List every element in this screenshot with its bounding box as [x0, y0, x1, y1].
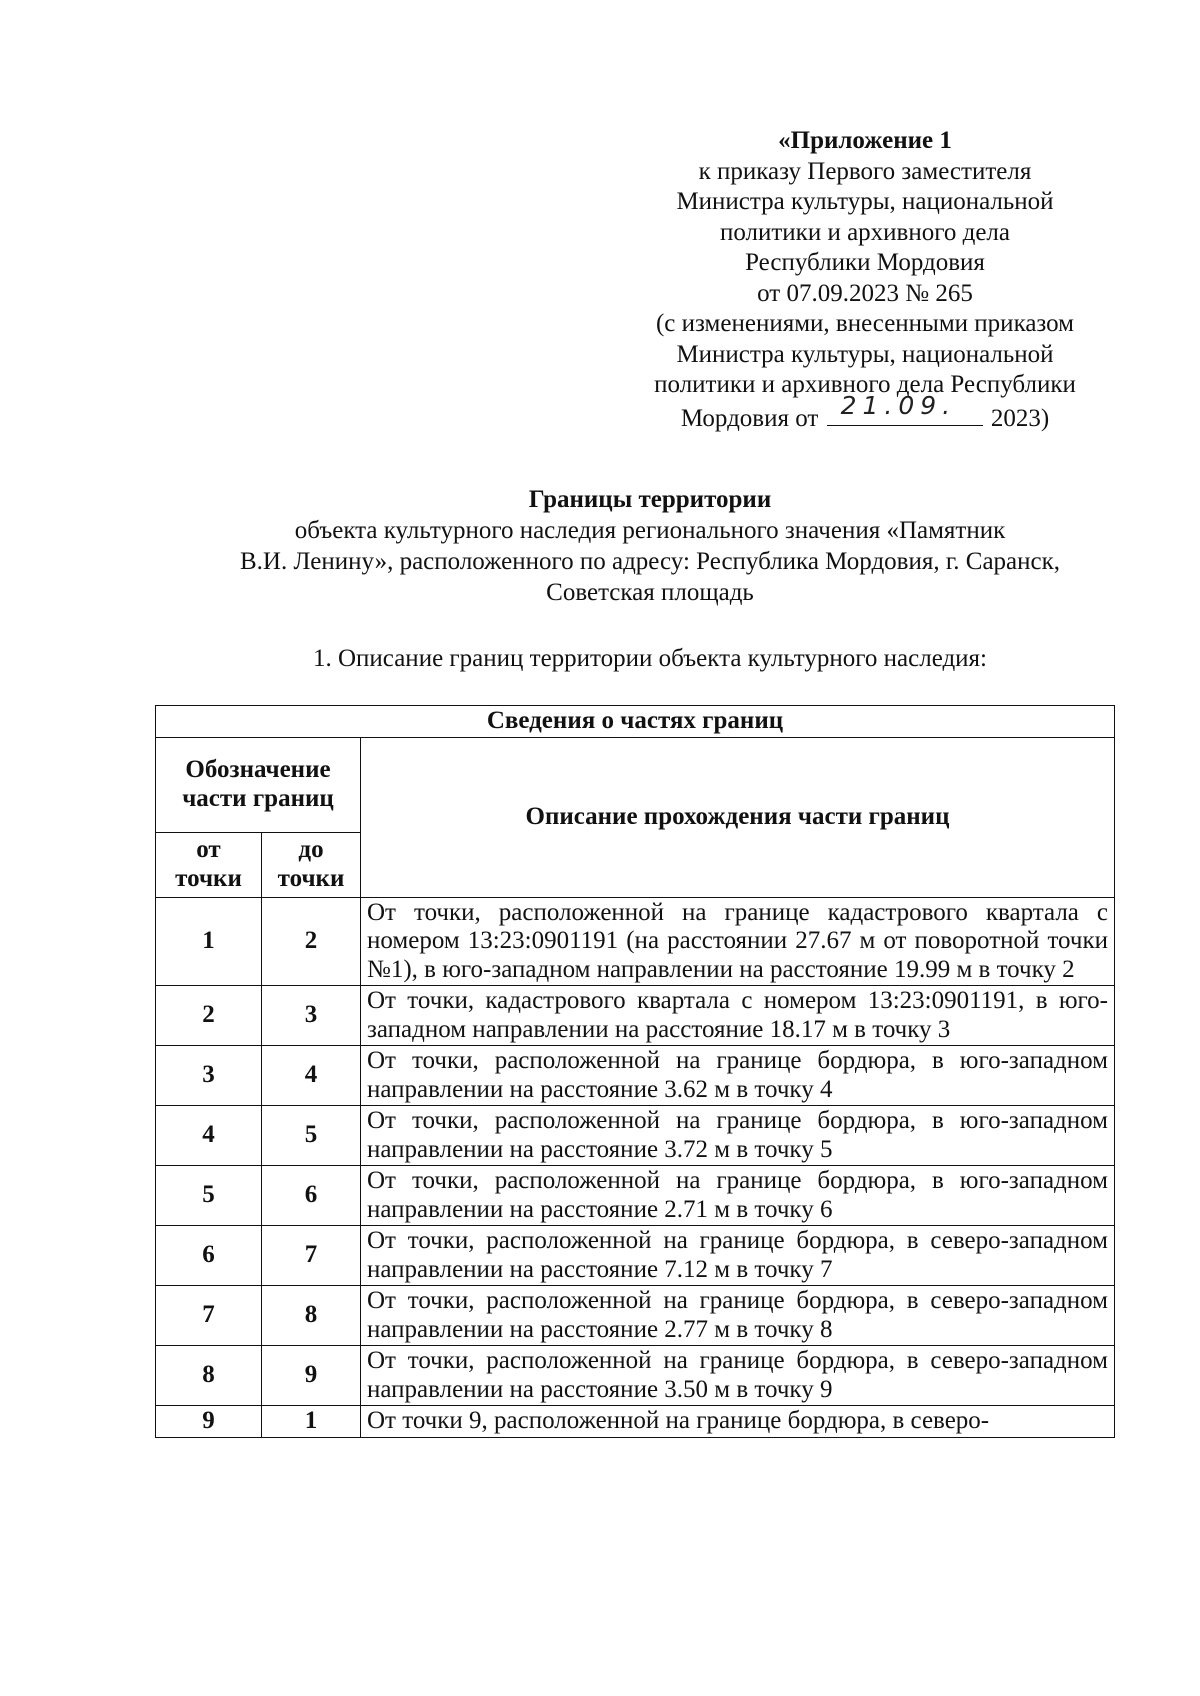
table-row: [156, 1106, 1115, 1166]
row-to: 9: [262, 1346, 361, 1406]
table-header-row: [156, 737, 1115, 832]
table-caption: Сведения о частях границ: [156, 706, 1115, 738]
table-row: [156, 1046, 1115, 1106]
appendix-line: Министра культуры, национальной: [676, 188, 1054, 215]
row-desc: От точки 9, расположенной на границе бордюра, в северо-: [361, 1406, 1115, 1438]
appendix-heading: «Приложение 1: [778, 127, 952, 154]
document-title: Границы территории: [528, 486, 772, 513]
date-blank-field: [827, 390, 983, 426]
row-to: 8: [262, 1286, 361, 1346]
date-suffix: 2023): [990, 404, 1050, 432]
row-to: 1: [262, 1406, 361, 1438]
col-desc-header: Описание прохождения части границ: [361, 737, 1115, 897]
appendix-line: от 07.09.2023 № 265: [757, 279, 973, 307]
table-caption-row: [156, 706, 1115, 738]
row-to: 3: [262, 986, 361, 1046]
table-row: [156, 1406, 1115, 1438]
table-row: [156, 1166, 1115, 1226]
table-row: [156, 986, 1115, 1046]
row-desc: От точки, расположенной на границе кадастрового квартала с номером 13:23:0901191 (на расстоянии 27.67 м от поворотной точки №1), в юго-западном направлении на расстояние 19.99 м в точку 2: [361, 897, 1115, 986]
appendix-line: Республики Мордовия: [745, 249, 985, 276]
row-from: 7: [156, 1286, 262, 1346]
appendix-block: [600, 126, 1130, 434]
appendix-line: Министра культуры, национальной: [676, 340, 1054, 368]
table-row: [156, 1226, 1115, 1286]
row-desc: От точки, кадастрового квартала с номером 13:23:0901191, в юго-западном направлении на расстояние 18.17 м в точку 3: [361, 986, 1115, 1046]
col-to-header: до точки: [262, 832, 361, 897]
row-from: 3: [156, 1046, 262, 1106]
appendix-line: политики и архивного дела Республики: [654, 371, 1076, 398]
document-subtitle-line: В.И. Ленину», расположенного по адресу: Республика Мордовия, г. Саранск,: [239, 548, 1061, 575]
table-row: [156, 1286, 1115, 1346]
row-from: 1: [156, 897, 262, 986]
row-from: 4: [156, 1106, 262, 1166]
row-desc: От точки, расположенной на границе бордюра, в юго-западном направлении на расстояние 3.72 м в точку 5: [361, 1106, 1115, 1166]
row-from: 6: [156, 1226, 262, 1286]
row-to: 2: [262, 897, 361, 986]
row-desc: От точки, расположенной на границе бордюра, в юго-западном направлении на расстояние 3.62 м в точку 4: [361, 1046, 1115, 1106]
table-row: [156, 1346, 1115, 1406]
row-from: 8: [156, 1346, 262, 1406]
appendix-line: политики и архивного дела: [719, 218, 1011, 246]
row-desc: От точки, расположенной на границе бордюра, в северо-западном направлении на расстояние 3.50 м в точку 9: [361, 1346, 1115, 1406]
row-desc: От точки, расположенной на границе бордюра, в северо-западном направлении на расстояние 7.12 м в точку 7: [361, 1226, 1115, 1286]
col-group-header: Обозначение части границ: [156, 737, 361, 832]
row-desc: От точки, расположенной на границе бордюра, в северо-западном направлении на расстояние 2.77 м в точку 8: [361, 1286, 1115, 1346]
row-from: 5: [156, 1166, 262, 1226]
row-to: 6: [262, 1166, 361, 1226]
handwritten-date: 21.09.: [840, 390, 957, 420]
row-to: 5: [262, 1106, 361, 1166]
row-from: 2: [156, 986, 262, 1046]
row-desc: От точки, расположенной на границе бордюра, в юго-западном направлении на расстояние 2.71 м в точку 6: [361, 1166, 1115, 1226]
appendix-line: (с изменениями, внесенными приказом: [655, 310, 1075, 337]
document-title-block: [150, 484, 1150, 608]
table-row: [156, 897, 1115, 986]
row-to: 4: [262, 1046, 361, 1106]
row-to: 7: [262, 1226, 361, 1286]
document-subtitle-line: Советская площадь: [546, 579, 754, 606]
section-heading: 1. Описание границ территории объекта культурного наследия:: [313, 645, 987, 672]
appendix-date-line: [600, 390, 1130, 435]
row-from: 9: [156, 1406, 262, 1438]
boundary-table: [155, 705, 1115, 1438]
appendix-line: к приказу Первого заместителя: [698, 157, 1032, 185]
col-from-header: от точки: [156, 832, 262, 897]
date-prefix: Мордовия от: [680, 404, 819, 432]
document-subtitle-line: объекта культурного наследия регионального значения «Памятник: [294, 517, 1006, 544]
